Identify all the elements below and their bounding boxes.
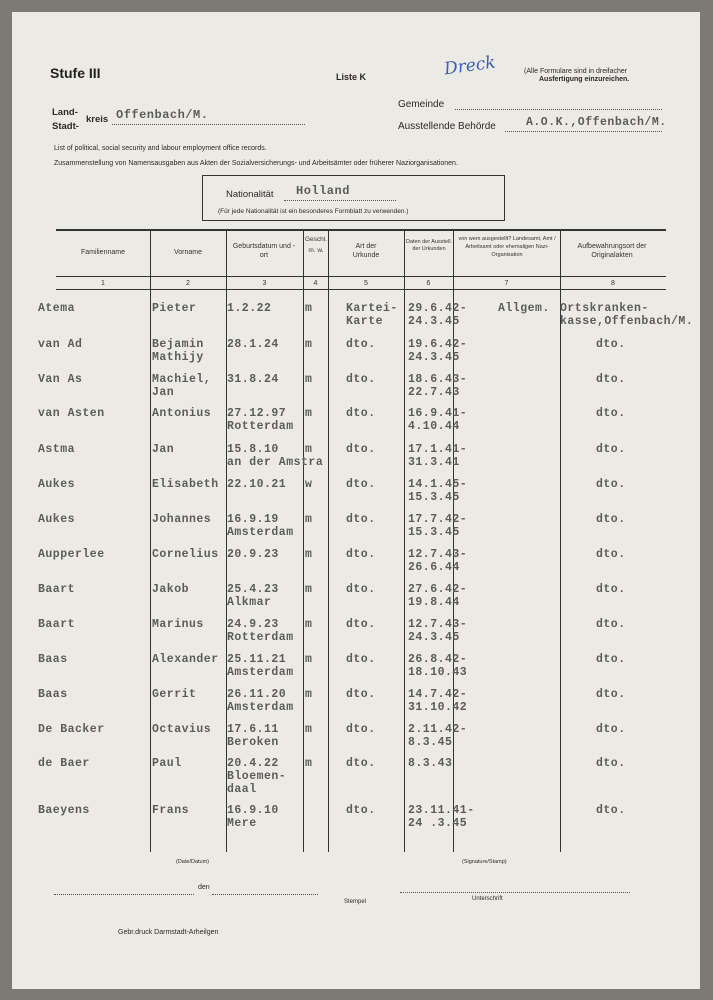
cell-doc: dto. xyxy=(346,583,376,596)
column-number: 4 xyxy=(313,280,318,287)
cell-given: Johannes xyxy=(152,513,212,526)
column-header: Geschl. m. w. xyxy=(304,236,328,254)
stadt-label: Stadt- xyxy=(52,121,79,132)
cell-surname: de Baer xyxy=(38,757,90,770)
cell-given: Antonius xyxy=(152,407,212,420)
cell-birth: Alkmar xyxy=(227,596,272,609)
gemeinde-label: Gemeinde xyxy=(398,99,445,110)
cell-birth: 22.10.21 xyxy=(227,478,287,491)
number-row-rule xyxy=(56,289,666,290)
cell-storage: dto. xyxy=(596,373,626,386)
cell-dates: 17.7.42- xyxy=(408,513,468,526)
instruction-line-1: (Alle Formulare sind in dreifacher xyxy=(524,68,628,75)
instruction-line-2: Ausfertigung einzureichen. xyxy=(539,76,630,83)
cell-birth: 20.9.23 xyxy=(227,548,279,561)
place-line xyxy=(54,894,194,895)
cell-dates: 24 .3.45 xyxy=(408,817,468,830)
cell-given: Jan xyxy=(152,386,175,399)
column-header: Art der Urkunde xyxy=(352,243,380,259)
cell-given: Marinus xyxy=(152,618,204,631)
cell-sex: m xyxy=(305,653,313,666)
cell-surname: van Ad xyxy=(38,338,83,351)
stempel-label: Stempel xyxy=(344,899,367,905)
cell-birth: 31.8.24 xyxy=(227,373,279,386)
cell-birth: 27.12.97 xyxy=(227,407,287,420)
cell-doc: dto. xyxy=(346,373,376,386)
cell-sex: m xyxy=(305,407,313,420)
cell-birth: 26.11.20 xyxy=(227,688,287,701)
cell-birth: 25.11.21 xyxy=(227,653,287,666)
column-number: 8 xyxy=(611,280,615,287)
cell-storage: dto. xyxy=(596,723,626,736)
cell-dates: 4.10.44 xyxy=(408,420,460,433)
form-sheet xyxy=(12,12,700,989)
column-number: 6 xyxy=(426,280,431,287)
column-divider xyxy=(303,229,304,852)
cell-dates: 29.6.42- xyxy=(408,302,468,315)
cell-birth: 16.9.10 xyxy=(227,804,279,817)
cell-sex: m xyxy=(305,302,313,315)
nationality-note: (Für jede Nationalität ist ein besonderes Formblatt zu verwenden.) xyxy=(218,208,409,215)
cell-storage: dto. xyxy=(596,407,626,420)
cell-birth: 1.2.22 xyxy=(227,302,272,315)
column-header: Vorname xyxy=(173,249,203,256)
cell-sex: m xyxy=(305,513,313,526)
cell-storage: dto. xyxy=(596,583,626,596)
cell-dates: 16.9.41- xyxy=(408,407,468,420)
cell-surname: Baeyens xyxy=(38,804,90,817)
cell-sex: m xyxy=(305,723,313,736)
column-number: 1 xyxy=(101,280,105,287)
cell-birth: an der Amstra xyxy=(227,456,324,469)
cell-dates: 15.3.45 xyxy=(408,491,460,504)
column-divider xyxy=(328,229,329,852)
stage-title: Stufe III xyxy=(50,65,101,81)
date-label: (Date/Datum) xyxy=(176,859,210,865)
cell-given: Alexander xyxy=(152,653,219,666)
cell-birth: Rotterdam xyxy=(227,420,294,433)
handwritten-note: Dreck xyxy=(442,52,497,80)
cell-doc: dto. xyxy=(346,338,376,351)
kreis-value: Offenbach/M. xyxy=(116,108,209,122)
cell-dates: 19.8.44 xyxy=(408,596,460,609)
cell-given: Cornelius xyxy=(152,548,219,561)
cell-given: Bejamin xyxy=(152,338,204,351)
cell-dates: 12.7.43- xyxy=(408,618,468,631)
land-label: Land- xyxy=(52,107,78,118)
nationality-label: Nationalität xyxy=(226,189,274,200)
cell-doc: dto. xyxy=(346,548,376,561)
column-divider xyxy=(150,229,151,852)
column-header: Familienname xyxy=(81,249,125,256)
kreis-line xyxy=(112,124,305,125)
cell-surname: De Backer xyxy=(38,723,105,736)
cell-storage: dto. xyxy=(596,338,626,351)
cell-doc: dto. xyxy=(346,653,376,666)
cell-surname: van Asten xyxy=(38,407,105,420)
cell-birth: Amsterdam xyxy=(227,526,294,539)
cell-doc: dto. xyxy=(346,723,376,736)
cell-given: Octavius xyxy=(152,723,212,736)
cell-dates: 27.6.42- xyxy=(408,583,468,596)
behoerde-line xyxy=(505,131,662,132)
cell-dates: 22.7.43 xyxy=(408,386,460,399)
cell-birth: 25.4.23 xyxy=(227,583,279,596)
cell-given: Elisabeth xyxy=(152,478,219,491)
cell-surname: Van As xyxy=(38,373,83,386)
column-header: Daten der Ausstell. der Urkunden xyxy=(405,239,453,252)
cell-storage: dto. xyxy=(596,443,626,456)
cell-surname: Aukes xyxy=(38,478,76,491)
column-number: 5 xyxy=(364,280,368,287)
nationality-value: Holland xyxy=(296,184,350,198)
behoerde-value: A.O.K.,Offenbach/M. xyxy=(526,116,667,129)
cell-birth: 15.8.10 xyxy=(227,443,279,456)
cell-dates: 19.6.42- xyxy=(408,338,468,351)
cell-dates: 23.11.41- xyxy=(408,804,475,817)
description-de: Zusammenstellung von Namensausgaben aus Akten der Sozialversicherungs- und Arbeitsämter oder früherer Naziorganisationen. xyxy=(54,160,458,167)
column-number: 3 xyxy=(262,280,267,287)
column-divider xyxy=(404,229,405,852)
cell-birth: 28.1.24 xyxy=(227,338,279,351)
column-header: Aufbewahrungsort der Originalakten xyxy=(577,243,647,259)
column-header: von wem ausgestellt? Landesamt, Amt / Arbeitsamt oder ehemaligen Nazi-Organisation xyxy=(458,236,556,258)
cell-sex: w xyxy=(305,478,313,491)
cell-sex: m xyxy=(305,688,313,701)
cell-sex: m xyxy=(305,757,313,770)
cell-storage: Ortskranken- xyxy=(560,302,649,315)
cell-doc: dto. xyxy=(346,757,376,770)
cell-birth: 24.9.23 xyxy=(227,618,279,631)
cell-dates: 14.1.45- xyxy=(408,478,468,491)
cell-surname: Baas xyxy=(38,653,68,666)
cell-given: Gerrit xyxy=(152,688,197,701)
cell-surname: Astma xyxy=(38,443,76,456)
unterschrift-label: Unterschrift xyxy=(472,896,503,902)
cell-given: Paul xyxy=(152,757,182,770)
cell-dates: 8.3.45 xyxy=(408,736,453,749)
cell-dates: 15.3.45 xyxy=(408,526,460,539)
cell-doc: dto. xyxy=(346,513,376,526)
cell-surname: Aupperlee xyxy=(38,548,105,561)
cell-given: Jan xyxy=(152,443,175,456)
cell-sex: m xyxy=(305,338,313,351)
cell-birth: Amsterdam xyxy=(227,701,294,714)
cell-birth: daal xyxy=(227,783,257,796)
kreis-label: kreis xyxy=(86,114,109,125)
cell-dates: 12.7.43- xyxy=(408,548,468,561)
gemeinde-line xyxy=(455,109,662,110)
cell-birth: Rotterdam xyxy=(227,631,294,644)
cell-doc: Kartei- xyxy=(346,302,398,315)
date-line xyxy=(212,894,318,895)
cell-issuer: Allgem. xyxy=(498,302,550,315)
cell-storage: dto. xyxy=(596,757,626,770)
cell-dates: 24.3.45 xyxy=(408,631,460,644)
cell-dates: 18.10.43 xyxy=(408,666,468,679)
cell-surname: Baart xyxy=(38,618,76,631)
cell-storage: dto. xyxy=(596,688,626,701)
cell-storage: dto. xyxy=(596,804,626,817)
cell-doc: dto. xyxy=(346,804,376,817)
cell-sex: m xyxy=(305,583,313,596)
header-bottom-rule xyxy=(56,276,666,277)
cell-dates: 8.3.43 xyxy=(408,757,453,770)
behoerde-label: Ausstellende Behörde xyxy=(398,121,496,132)
cell-dates: 26.8.42- xyxy=(408,653,468,666)
cell-dates: 14.7.42- xyxy=(408,688,468,701)
cell-surname: Baas xyxy=(38,688,68,701)
cell-birth: Mere xyxy=(227,817,257,830)
cell-surname: Aukes xyxy=(38,513,76,526)
column-number: 7 xyxy=(504,280,509,287)
nationality-line xyxy=(284,200,396,201)
cell-given: Machiel, xyxy=(152,373,212,386)
cell-storage: dto. xyxy=(596,478,626,491)
cell-storage: dto. xyxy=(596,513,626,526)
cell-storage: dto. xyxy=(596,618,626,631)
cell-dates: 24.3.45 xyxy=(408,351,460,364)
cell-dates: 26.6.44 xyxy=(408,561,460,574)
cell-storage: dto. xyxy=(596,548,626,561)
table-top-border xyxy=(56,229,666,231)
cell-birth: Beroken xyxy=(227,736,279,749)
cell-dates: 17.1.41- xyxy=(408,443,468,456)
printer-imprint: Gebr.druck Darmstadt-Arheilgen xyxy=(118,929,219,936)
cell-doc: dto. xyxy=(346,407,376,420)
cell-birth: Bloemen- xyxy=(227,770,287,783)
column-header: Geburtsdatum und -ort xyxy=(232,243,296,259)
cell-storage: kasse,Offenbach/M. xyxy=(560,315,694,328)
cell-given: Pieter xyxy=(152,302,197,315)
cell-doc: dto. xyxy=(346,478,376,491)
cell-dates: 31.3.41 xyxy=(408,456,460,469)
cell-birth: Amsterdam xyxy=(227,666,294,679)
cell-sex: m xyxy=(305,618,313,631)
cell-dates: 18.6.43- xyxy=(408,373,468,386)
cell-birth: 20.4.22 xyxy=(227,757,279,770)
cell-given: Jakob xyxy=(152,583,190,596)
cell-surname: Atema xyxy=(38,302,76,315)
cell-given: Mathijy xyxy=(152,351,204,364)
cell-doc: Karte xyxy=(346,315,384,328)
cell-birth: 16.9.19 xyxy=(227,513,279,526)
cell-birth: 17.6.11 xyxy=(227,723,279,736)
cell-dates: 31.10.42 xyxy=(408,701,468,714)
cell-given: Frans xyxy=(152,804,190,817)
cell-doc: dto. xyxy=(346,618,376,631)
cell-sex: m xyxy=(305,548,313,561)
cell-doc: dto. xyxy=(346,688,376,701)
cell-doc: dto. xyxy=(346,443,376,456)
signature-line xyxy=(400,892,630,893)
description-en: List of political, social security and labour employment office records. xyxy=(54,145,267,152)
column-number: 2 xyxy=(186,280,190,287)
cell-sex: m xyxy=(305,443,313,456)
cell-storage: dto. xyxy=(596,653,626,666)
den-label: den xyxy=(198,884,210,891)
cell-sex: m xyxy=(305,373,313,386)
cell-surname: Baart xyxy=(38,583,76,596)
cell-dates: 24.3.45 xyxy=(408,315,460,328)
list-label: Liste K xyxy=(336,72,367,82)
cell-dates: 2.11.42- xyxy=(408,723,468,736)
signature-label: (Signature/Stamp) xyxy=(462,859,507,865)
